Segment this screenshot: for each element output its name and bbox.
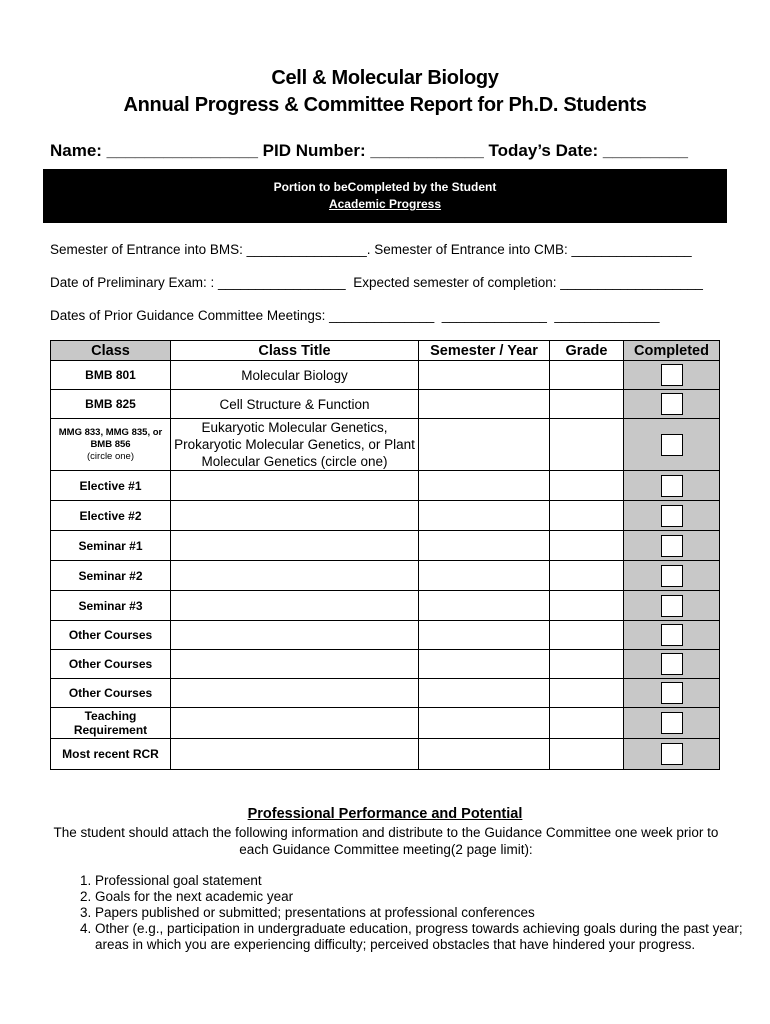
list-item: 1. Professional goal statement (95, 873, 767, 889)
header-class-title: Class Title (171, 341, 419, 361)
completed-cell (624, 390, 720, 419)
list-item: 3. Papers published or submitted; presentations at professional conferences (95, 905, 767, 921)
table-row (51, 390, 720, 419)
class-title-cell[interactable] (171, 591, 419, 621)
class-options-note: (circle one) (87, 450, 134, 462)
semester-year-cell[interactable] (419, 739, 550, 770)
completed-checkbox[interactable] (661, 595, 683, 617)
form-subtitle: Annual Progress & Committee Report for Ph.D. Students (123, 94, 647, 116)
completed-checkbox[interactable] (661, 505, 683, 527)
completed-cell (624, 561, 720, 591)
completed-cell (624, 739, 720, 770)
class-title-cell[interactable] (171, 739, 419, 770)
class-title-cell[interactable] (171, 679, 419, 708)
class-title-cell[interactable] (171, 708, 419, 739)
completed-cell (624, 708, 720, 739)
courses-table (50, 340, 720, 770)
grade-cell[interactable] (550, 650, 624, 679)
class-title-cell[interactable] (171, 501, 419, 531)
completed-checkbox[interactable] (661, 565, 683, 587)
professional-items-list (50, 873, 767, 953)
semester-year-cell[interactable] (419, 390, 550, 419)
table-row (51, 591, 720, 621)
semester-year-cell[interactable] (419, 679, 550, 708)
list-item: 4. Other (e.g., participation in undergraduate education, progress towards achieving goals during the past year; areas in which you are experiencing difficulty; perceived obstacles that have hindered your progress. (95, 921, 767, 953)
name-pid-date-line: Name: ________________ PID Number: ____________ Today’s Date: _________ (50, 141, 688, 160)
table-row (51, 561, 720, 591)
professional-section-intro: The student should attach the following information and distribute to the Guidance Committee one week prior to each Guidance Committee meeting(2 page limit): (53, 825, 719, 857)
table-row (51, 739, 720, 770)
class-cell: Teaching Requirement (51, 708, 171, 739)
table-header-row (51, 341, 720, 361)
class-cell: Seminar #3 (51, 591, 171, 621)
header-grade: Grade (550, 341, 624, 361)
class-cell: Other Courses (51, 621, 171, 650)
table-row (51, 361, 720, 390)
class-cell: Seminar #1 (51, 531, 171, 561)
class-title-cell[interactable] (171, 650, 419, 679)
grade-cell[interactable] (550, 471, 624, 501)
completed-cell (624, 419, 720, 471)
class-options: MMG 833, MMG 835, or BMB 856 (58, 426, 163, 450)
table-row (51, 621, 720, 650)
completed-cell (624, 361, 720, 390)
grade-cell[interactable] (550, 531, 624, 561)
semester-year-cell[interactable] (419, 531, 550, 561)
grade-cell[interactable] (550, 708, 624, 739)
class-cell: BMB 825 (51, 390, 171, 419)
class-title-cell[interactable] (171, 621, 419, 650)
completed-checkbox[interactable] (661, 712, 683, 734)
grade-cell[interactable] (550, 561, 624, 591)
completed-checkbox[interactable] (661, 393, 683, 415)
grade-cell[interactable] (550, 621, 624, 650)
completed-cell (624, 679, 720, 708)
class-title-cell: Molecular Biology (171, 361, 419, 390)
header-class: Class (51, 341, 171, 361)
class-cell: Elective #1 (51, 471, 171, 501)
header-semester-year: Semester / Year (419, 341, 550, 361)
completed-checkbox[interactable] (661, 535, 683, 557)
table-row (51, 531, 720, 561)
banner-section-title: Academic Progress (328, 197, 442, 211)
completed-checkbox[interactable] (661, 434, 683, 456)
table-row (51, 419, 720, 471)
semester-year-cell[interactable] (419, 650, 550, 679)
table-row (51, 679, 720, 708)
banner-instruction: Portion to beCompleted by the Student (273, 180, 497, 194)
class-title-cell[interactable] (171, 471, 419, 501)
completed-checkbox[interactable] (661, 743, 683, 765)
completed-checkbox[interactable] (661, 364, 683, 386)
class-title-cell: Eukaryotic Molecular Genetics, Prokaryotic Molecular Genetics, or Plant Molecular Genetics (circle one) (171, 419, 419, 471)
semester-year-cell[interactable] (419, 419, 550, 471)
completed-checkbox[interactable] (661, 624, 683, 646)
student-portion-banner (43, 169, 727, 223)
class-cell (51, 419, 171, 471)
grade-cell[interactable] (550, 390, 624, 419)
class-title-cell: Cell Structure & Function (171, 390, 419, 419)
class-cell: Other Courses (51, 679, 171, 708)
class-cell: BMB 801 (51, 361, 171, 390)
table-row (51, 708, 720, 739)
table-row (51, 471, 720, 501)
completed-checkbox[interactable] (661, 475, 683, 497)
table-row (51, 501, 720, 531)
header-completed: Completed (624, 341, 720, 361)
prior-meetings-field: Dates of Prior Guidance Committee Meetings: ______________ ______________ ______________ (50, 308, 660, 323)
class-title-cell[interactable] (171, 531, 419, 561)
completed-cell (624, 471, 720, 501)
professional-section-heading: Professional Performance and Potential (247, 806, 523, 822)
prelim-exam-field: Date of Preliminary Exam: : _________________ Expected semester of completion: ___________________ (50, 275, 703, 290)
class-cell: Other Courses (51, 650, 171, 679)
class-cell: Most recent RCR (51, 739, 171, 770)
semester-year-cell[interactable] (419, 501, 550, 531)
semester-year-cell[interactable] (419, 561, 550, 591)
grade-cell[interactable] (550, 679, 624, 708)
table-row (51, 650, 720, 679)
grade-cell[interactable] (550, 501, 624, 531)
semester-year-cell[interactable] (419, 591, 550, 621)
semester-year-cell[interactable] (419, 361, 550, 390)
completed-cell (624, 621, 720, 650)
grade-cell[interactable] (550, 361, 624, 390)
completed-cell (624, 531, 720, 561)
semester-year-cell[interactable] (419, 471, 550, 501)
entrance-semester-field: Semester of Entrance into BMS: ________________. Semester of Entrance into CMB: ________________ (50, 242, 692, 257)
list-item: 2. Goals for the next academic year (95, 889, 767, 905)
grade-cell[interactable] (550, 591, 624, 621)
completed-checkbox[interactable] (661, 653, 683, 675)
completed-checkbox[interactable] (661, 682, 683, 704)
class-cell: Elective #2 (51, 501, 171, 531)
grade-cell[interactable] (550, 419, 624, 471)
completed-cell (624, 650, 720, 679)
class-title-cell[interactable] (171, 561, 419, 591)
grade-cell[interactable] (550, 739, 624, 770)
completed-cell (624, 591, 720, 621)
semester-year-cell[interactable] (419, 621, 550, 650)
completed-cell (624, 501, 720, 531)
class-cell: Seminar #2 (51, 561, 171, 591)
form-title: Cell & Molecular Biology (271, 67, 499, 89)
semester-year-cell[interactable] (419, 708, 550, 739)
